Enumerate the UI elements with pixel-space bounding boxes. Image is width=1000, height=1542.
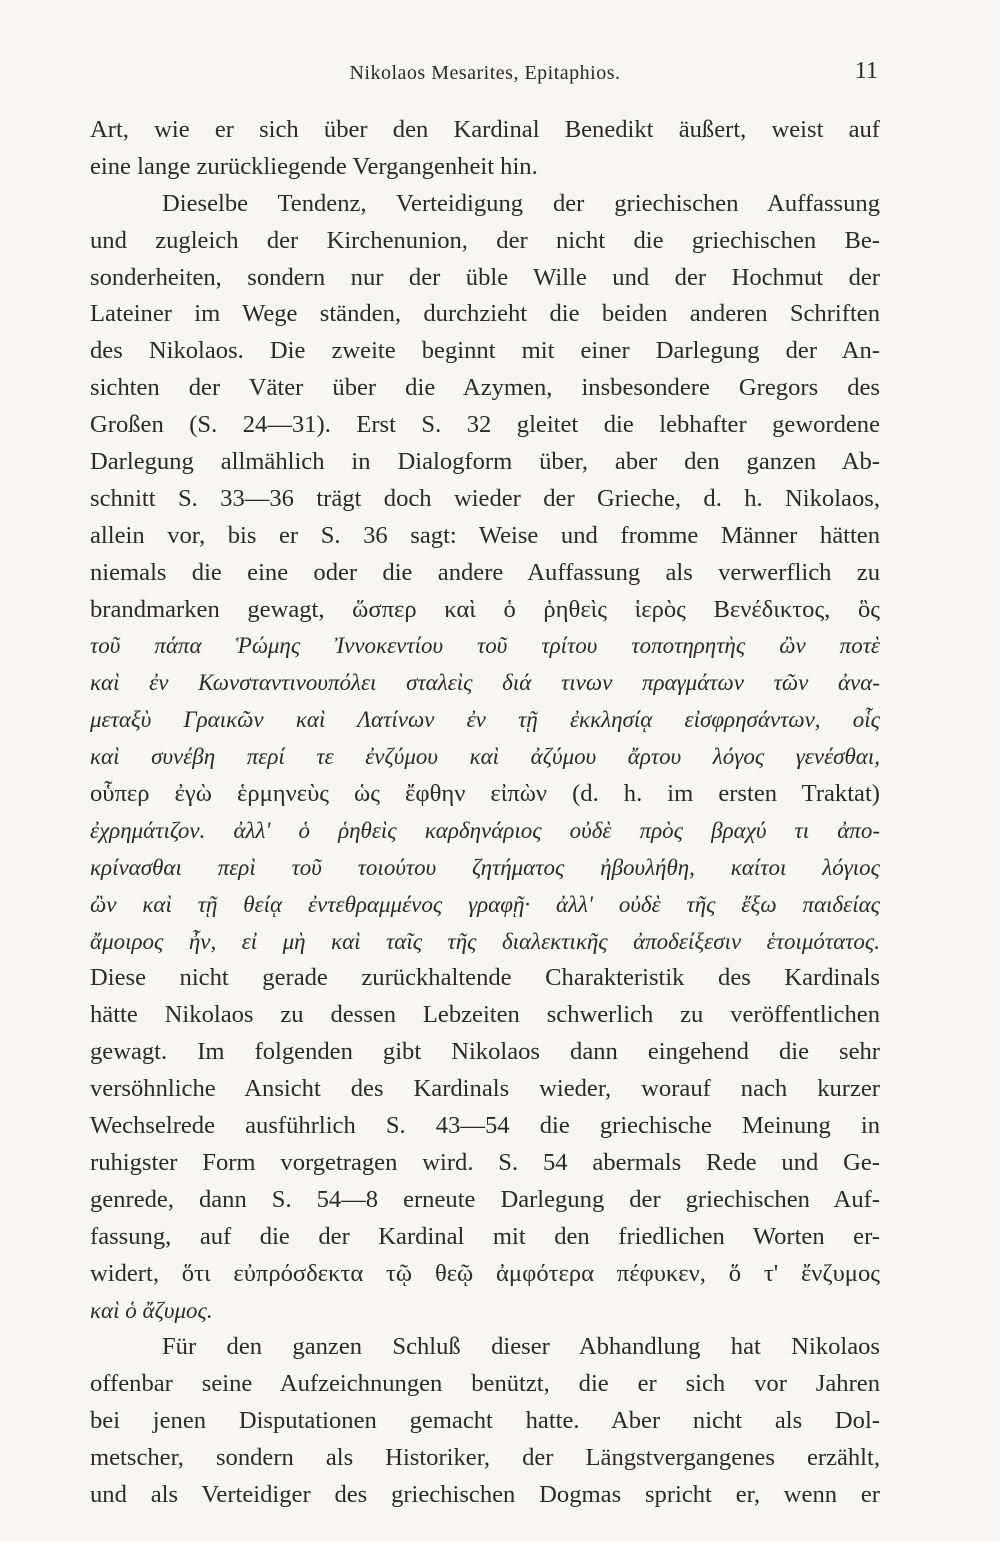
greek-line: ὢν καὶ τῇ θείᾳ ἐντεθραμμένος γραφῇ· ἀλλ' οὐδὲ τῆς ἔξω παιδείας [90, 891, 880, 917]
body-text [90, 112, 880, 1514]
running-title: Nikolaos Mesarites, Epitaphios. [349, 62, 621, 84]
greek-line: καὶ ὁ ἄζυμος. [90, 1297, 213, 1323]
text-line: fassung, auf die der Kardinal mit den friedlichen Worten er- [90, 1222, 880, 1250]
text-line: offenbar seine Aufzeichnungen benützt, die er sich vor Jahren [90, 1370, 880, 1398]
text-line: Für den ganzen Schluß dieser Abhandlung hat Nikolaos [162, 1333, 880, 1361]
text-line: sonderheiten, sondern nur der üble Wille und der Hochmut der [90, 263, 880, 291]
text-line: genrede, dann S. 54—8 erneute Darlegung der griechischen Auf- [90, 1185, 880, 1213]
text-line: οὗπερ ἐγὼ ἑρμηνεὺς ὡς ἔφθην εἰπὼν (d. h. im ersten Traktat) [90, 780, 880, 808]
text-line: Art, wie er sich über den Kardinal Benedikt äußert, weist auf [90, 116, 880, 143]
greek-line: τοῦ πάπα Ῥώμης Ἰννοκεντίου τοῦ τρίτου τοποτηρητὴς ὢν ποτὲ [90, 633, 880, 659]
text-line: sichten der Väter über die Azymen, insbesondere Gregors des [90, 374, 880, 402]
text-line: widert, ὅτι εὐπρόσδεκτα τῷ θεῷ ἀμφότερα πέφυκεν, ὅ τ' ἔνζυμος [90, 1259, 880, 1287]
text-line: hätte Nikolaos zu dessen Lebzeiten schwerlich zu veröffentlichen [90, 1001, 880, 1029]
text-line: eine lange zurückliegende Vergangenheit hin. [90, 152, 538, 180]
text-line: ruhigster Form vorgetragen wird. S. 54 abermals Rede und Ge- [90, 1148, 880, 1176]
text-line: metscher, sondern als Historiker, der Längstvergangenes erzählt, [90, 1444, 880, 1472]
text-line: Darlegung allmählich in Dialogform über, aber den ganzen Ab- [90, 448, 880, 476]
text-line: niemals die eine oder die andere Auffassung als verwerflich zu [90, 558, 880, 586]
greek-line: καὶ ἐν Κωνσταντινουπόλει σταλεὶς διά τινων πραγμάτων τῶν ἀνα- [90, 670, 880, 696]
text-line: Lateiner im Wege ständen, durchzieht die beiden anderen Schriften [90, 300, 880, 328]
text-line: Dieselbe Tendenz, Verteidigung der griechischen Auffassung [162, 189, 880, 217]
text-line: Großen (S. 24—31). Erst S. 32 gleitet die lebhafter gewordene [90, 411, 880, 439]
text-line: und als Verteidiger des griechischen Dogmas spricht er, wenn er [90, 1480, 880, 1508]
text-line: bei jenen Disputationen gemacht hatte. Aber nicht als Dol- [90, 1407, 880, 1435]
text-line: des Nikolaos. Die zweite beginnt mit einer Darlegung der An- [90, 337, 880, 365]
text-line: versöhnliche Ansicht des Kardinals wieder, worauf nach kurzer [90, 1075, 880, 1103]
greek-line: καὶ συνέβη περί τε ἐνζύμου καὶ ἀζύμου ἄρτου λόγος γενέσθαι, [90, 744, 880, 770]
text-line: Wechselrede ausführlich S. 43—54 die griechische Meinung in [90, 1112, 880, 1140]
greek-line: μεταξὺ Γραικῶν καὶ Λατίνων ἐν τῇ ἐκκλησίᾳ εἰσφρησάντων, οἷς [90, 707, 880, 733]
text-line: brandmarken gewagt, ὥσπερ καὶ ὁ ῥηθεὶς ἱερὸς Βενέδικτος, ὃς [90, 595, 880, 623]
greek-line: ἐχρημάτιζον. ἀλλ' ὁ ῥηθεὶς καρδηνάριος οὐδὲ πρὸς βραχύ τι ἀπο- [90, 817, 880, 843]
text-line: allein vor, bis er S. 36 sagt: Weise und fromme Männer hätten [90, 521, 880, 549]
text-line: gewagt. Im folgenden gibt Nikolaos dann eingehend die sehr [90, 1038, 880, 1066]
text-line: Diese nicht gerade zurückhaltende Charakteristik des Kardinals [90, 964, 880, 992]
greek-line: ἄμοιρος ἦν, εἰ μὴ καὶ ταῖς τῆς διαλεκτικῆς ἀποδείξεσιν ἑτοιμότατος. [90, 928, 880, 954]
running-head [90, 58, 880, 88]
page-number: 11 [854, 58, 878, 84]
greek-line: κρίνασθαι περὶ τοῦ τοιούτου ζητήματος ἠβουλήθη, καίτοι λόγιος [90, 854, 880, 880]
text-line: schnitt S. 33—36 trägt doch wieder der Grieche, d. h. Nikolaos, [90, 484, 880, 512]
text-line: und zugleich der Kirchenunion, der nicht die griechischen Be- [90, 226, 880, 254]
